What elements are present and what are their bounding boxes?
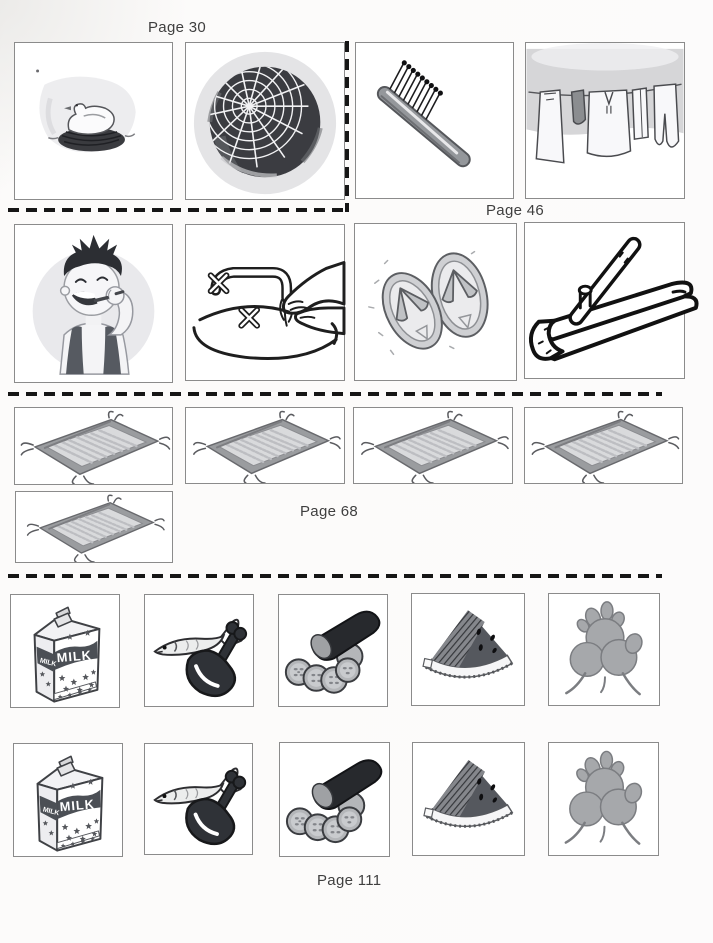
cutout-box-watermelon-1 <box>411 593 525 706</box>
sleeping-mat-illustration <box>15 408 172 484</box>
duck-on-nest-illustration <box>15 43 172 199</box>
cutout-box-clothesline <box>525 42 685 199</box>
cutout-box-cucumber-2 <box>279 742 390 857</box>
cutting-guide-dashed-line-1 <box>8 208 349 212</box>
cutout-box-watermelon-2 <box>412 742 525 856</box>
sleeping-mat-illustration <box>16 492 172 562</box>
cutout-box-sleeping-mat-2 <box>185 407 345 484</box>
slippers-illustration <box>355 224 516 380</box>
washing-hands-illustration <box>186 225 344 380</box>
boy-brushing-teeth-illustration <box>15 225 172 382</box>
cutout-box-vegetables-1 <box>548 593 660 706</box>
cutout-box-vegetables-2 <box>548 742 659 856</box>
sleeping-mat-illustration <box>186 408 344 483</box>
page-30-label: Page 30 <box>148 19 206 36</box>
page-68-label: Page 68 <box>300 503 358 520</box>
cutout-box-sleeping-mat-1 <box>14 407 173 485</box>
cutout-box-sleeping-mat-4 <box>524 407 683 484</box>
cutting-guide-dashed-line-3 <box>8 574 662 578</box>
cutout-box-spider-web <box>185 42 345 200</box>
sleeping-mat-illustration <box>525 408 682 483</box>
root-vegetables-illustration <box>549 743 658 855</box>
cutout-box-boy-brushing-teeth <box>14 224 173 383</box>
cutout-box-slippers <box>354 223 517 381</box>
cutting-guide-dashed-line-2 <box>8 392 662 396</box>
cutout-box-duck-on-nest <box>14 42 173 200</box>
cucumber-with-slices-illustration <box>280 743 389 856</box>
cutout-box-washing-hands <box>185 224 345 381</box>
cutout-box-sleeping-mat-5 <box>15 491 173 563</box>
milk-carton-illustration <box>11 595 119 707</box>
cutout-box-milk-carton-2 <box>13 743 123 857</box>
fish-and-chicken-leg-illustration <box>145 744 252 854</box>
milk-carton-illustration <box>14 744 122 856</box>
cutout-box-nail-clippers <box>524 222 685 379</box>
watermelon-slice-illustration <box>412 594 524 705</box>
cutting-guide-dashed-line-vertical <box>345 41 349 212</box>
fish-and-chicken-leg-illustration <box>145 595 253 706</box>
page-111-label: Page 111 <box>317 872 382 889</box>
cutout-box-fish-and-chicken-1 <box>144 594 254 707</box>
cutout-box-cucumber-1 <box>278 594 388 707</box>
clothesline-illustration <box>526 43 684 198</box>
cutout-box-sleeping-mat-3 <box>353 407 513 484</box>
page-46-label: Page 46 <box>486 202 544 219</box>
cutout-box-hairbrush <box>355 42 514 199</box>
cutout-box-milk-carton-1 <box>10 594 120 708</box>
sleeping-mat-illustration <box>354 408 512 483</box>
cutout-box-fish-and-chicken-2 <box>144 743 253 855</box>
watermelon-slice-illustration <box>413 743 524 855</box>
hairbrush-illustration <box>356 43 513 198</box>
spider-web-illustration <box>186 43 344 199</box>
nail-clippers-illustration <box>525 223 684 378</box>
cucumber-with-slices-illustration <box>279 595 387 706</box>
root-vegetables-illustration <box>549 594 659 705</box>
